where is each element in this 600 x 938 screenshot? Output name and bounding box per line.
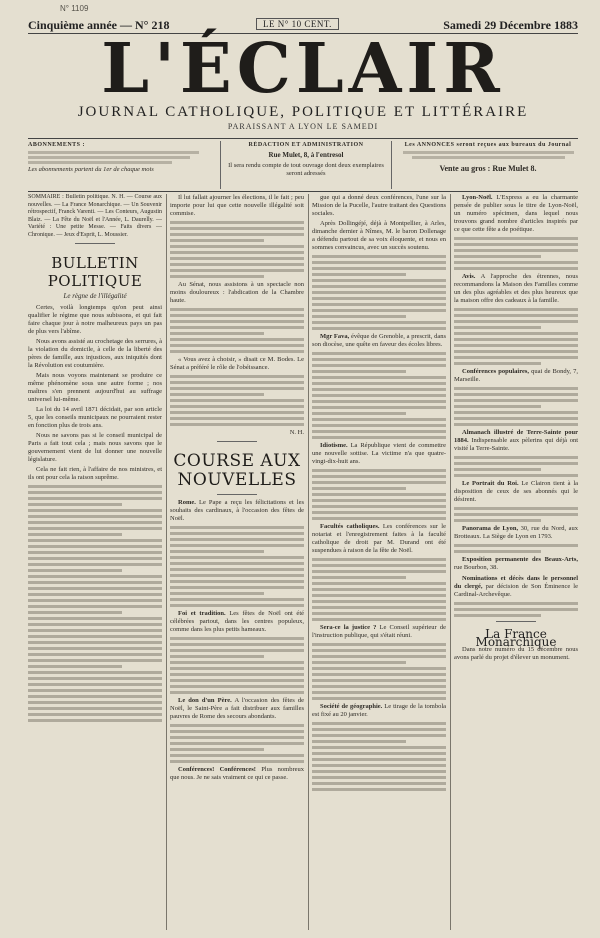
news-item: Société de géographie. Le tirage de la tombola est fixé au 20 janvier. — [312, 703, 446, 718]
subscriptions-title: ABONNEMENTS : — [28, 142, 86, 148]
bulletin-continued: « Vous avez à choisir, » disait ce M. Bodes. Le Sénat a préféré le rôle de l'obéissance. — [170, 356, 304, 371]
news-item: Exposition permanente des Beaux-Arts, rue Bourbon, 38. — [454, 556, 578, 571]
column-4 — [454, 194, 578, 930]
redaction-address: Rue Mulet, 8, à l'entresol — [268, 151, 344, 159]
info-bar — [28, 138, 578, 192]
news-item: Sera-ce la justice ? Le Conseil supérieur de l'instruction publique, qui s'était réuni. — [312, 624, 446, 639]
news-item: Conférences! Conférences! Plus nombreux que nous. Je ne sais vraiment ce qui ce passe. — [170, 766, 304, 781]
issue-date: Samedi 29 Décembre 1883 — [443, 18, 578, 32]
column-2 — [170, 194, 304, 930]
news-item: Lyon-Noël. L'Express a eu la charmante pensée de publier sous le titre de Lyon-Noël, un numéro spécimen, dans lequel nous trouvons grand nombre d'articles inspirés par ce que cette fête a de poétique. — [454, 194, 578, 233]
news-item: Facultés catholiques. Les conférences sur le notariat et l'enregistrement faites à la faculté catholique de droit par M. Durand ont été suspendues à raison de la fête de Noël. — [312, 523, 446, 554]
bulletin-continued: Au Sénat, nous assistons à un spectacle non moins douloureux : l'abdication de la Chambre haute. — [170, 281, 304, 304]
news-item: Nominations et décès dans le personnel du clergé, par décision de Son Éminence le Cardinal-Archevêque. — [454, 575, 578, 598]
news-item: Avis. A l'approche des étrennes, nous recommandons la Maison des Familles comme un des plus agréables et des plus heureux que la maison offre des cadeaux à la famille. — [454, 273, 578, 304]
news-continued: Après Dollingéjé, déjà à Montpellier, à Arles, dimanche dernier à Nîmes, M. le baron Dollenage a défendu partout de sa voix éloquente, et nous en sommes convaincus, avec un succès soutenu. — [312, 220, 446, 251]
closing-title: La France Monarchique — [475, 627, 557, 649]
news-item: Panorama de Lyon, 30, rue du Nord, aux Brotteaux. La Siège de Lyon en 1793. — [454, 525, 578, 540]
closing-text: Dans notre numéro du 15 décembre nous avons parlé du projet d'élever un monument. — [454, 646, 578, 661]
redaction-title: RÉDACTION ET ADMINISTRATION — [248, 142, 364, 148]
year-issue: Cinquième année — N° 218 — [28, 18, 170, 32]
archive-stamp: N° 1109 — [60, 4, 89, 13]
bulletin-paragraph: Certes, voilà longtemps qu'on peut ainsi qualifier le régime que nous subissons, et qui fait faire chaque jour à notre malheureux pays un pas de plus vers l'abîme. — [28, 304, 162, 335]
news-item: Almanach illustré de Terre-Sainte pour 1884. Indispensable aux pèlerins qui déjà ont visité la Terre-Sainte. — [454, 429, 578, 452]
column-3 — [312, 194, 446, 930]
news-item: Idiotisme. La République vient de commettre une nouvelle sottise. La victime n'a que quatre-vingt-dix-huit ans. — [312, 442, 446, 465]
bulletin-subtitle: Le règne de l'illégalité — [63, 292, 127, 300]
bulletin-continued: Il lui fallait ajourner les élections, il le fait ; peu importe pour lui que cette nouvelle illégalité soit commise. — [170, 194, 304, 217]
news-item: Le don d'un Père. A l'occasion des fêtes de Noël, le Saint-Père a fait distribuer aux familles pauvres de Rome des secours abondants. — [170, 697, 304, 720]
news-item: Foi et tradition. Les fêtes de Noël ont été célébrées partout, dans les centres populeux, comme dans les plus petits hameaux. — [170, 610, 304, 633]
news-item: Le Portrait du Roi. Le Clairon tient à la disposition de ceux de ses abonnés qui le désirent. — [454, 480, 578, 503]
news-continued: gue qui a donné deux conférences, l'une sur la Mission de la Pucelle, l'autre traitant des Questions sociales. — [312, 194, 446, 217]
news-item: Mgr Fava, évêque de Grenoble, a prescrit, dans son diocèse, une quête en faveur des écoles libres. — [312, 333, 446, 348]
summary-text: SOMMAIRE : Bulletin politique. N. H. — Course aux nouvelles. — La France Monarchique. — Un Souvenir rétrospectif, Franck Varenti. — Les Conteurs, Augustin Blaiz. — La Fête du Noël et l'Année, L. Daurelly. — Variété : Une petite Messe. — Faits divers — Chronique. — Jeux d'Esprit, L. Moussier. — [28, 194, 162, 238]
bulletin-signature: N. H. — [289, 429, 304, 436]
news-item: Rome. Le Pape a reçu les félicitations et les souhaits des cardinaux, à l'occasion des fêtes de Noël. — [170, 499, 304, 522]
redaction-box — [220, 141, 392, 189]
subscriptions-note: Les abonnements partent du 1er de chaque mois — [28, 166, 154, 173]
masthead-tagline: PARAISSANT A LYON LE SAMEDI — [227, 122, 379, 131]
masthead-title: L'ÉCLAIR — [101, 29, 505, 109]
redaction-note: Il sera rendu compte de tout ouvrage dont deux exemplaires seront adressés — [228, 162, 384, 177]
bulletin-title: BULLETIN POLITIQUE — [47, 254, 143, 290]
sale-title: Vente au gros : Rue Mulet 8. — [439, 164, 537, 173]
bulletin-paragraph: La loi du 14 avril 1871 décidait, par son article 5, que les conseils municipaux ne pourraient rester en fonction plus de trois ans. — [28, 406, 162, 429]
course-title: COURSE AUX NOUVELLES — [173, 451, 301, 490]
article-columns — [28, 194, 578, 930]
masthead-subtitle: JOURNAL CATHOLIQUE, POLITIQUE ET LITTÉRAIRE — [77, 104, 529, 120]
annonces-title: Les ANNONCES seront reçues aux bureaux du Journal — [404, 142, 572, 148]
column-1 — [28, 194, 162, 930]
subscriptions-box — [28, 141, 208, 189]
news-item: Conférences populaires, quai de Bondy, 7, Marseille. — [454, 368, 578, 383]
bulletin-paragraph: Mais nous voyons maintenant se produire ce même phénomène sous une autre forme ; nos maîtres s'en prennent aujourd'hui au suffrage universel lui-même. — [28, 372, 162, 403]
bulletin-paragraph: Nous ne savons pas si le conseil municipal de Paris a fait tout cela ; mais nous savons que le gouvernement vient de lui donner une nouvelle législature. — [28, 432, 162, 463]
price-box: LE N° 10 CENT. — [256, 18, 339, 30]
bulletin-paragraph: Cela ne fait rien, à l'affaire de nos ministres, et ils ont pour cela la raison suprême. — [28, 466, 162, 481]
bulletin-paragraph: Nous avons assisté au crochetage des serrures, à la violation du domicile, à celle de la liberté des pères de famille, aux injustices, aux iniquités dont la Révolution est coutumière. — [28, 338, 162, 369]
annonces-box — [398, 141, 578, 189]
